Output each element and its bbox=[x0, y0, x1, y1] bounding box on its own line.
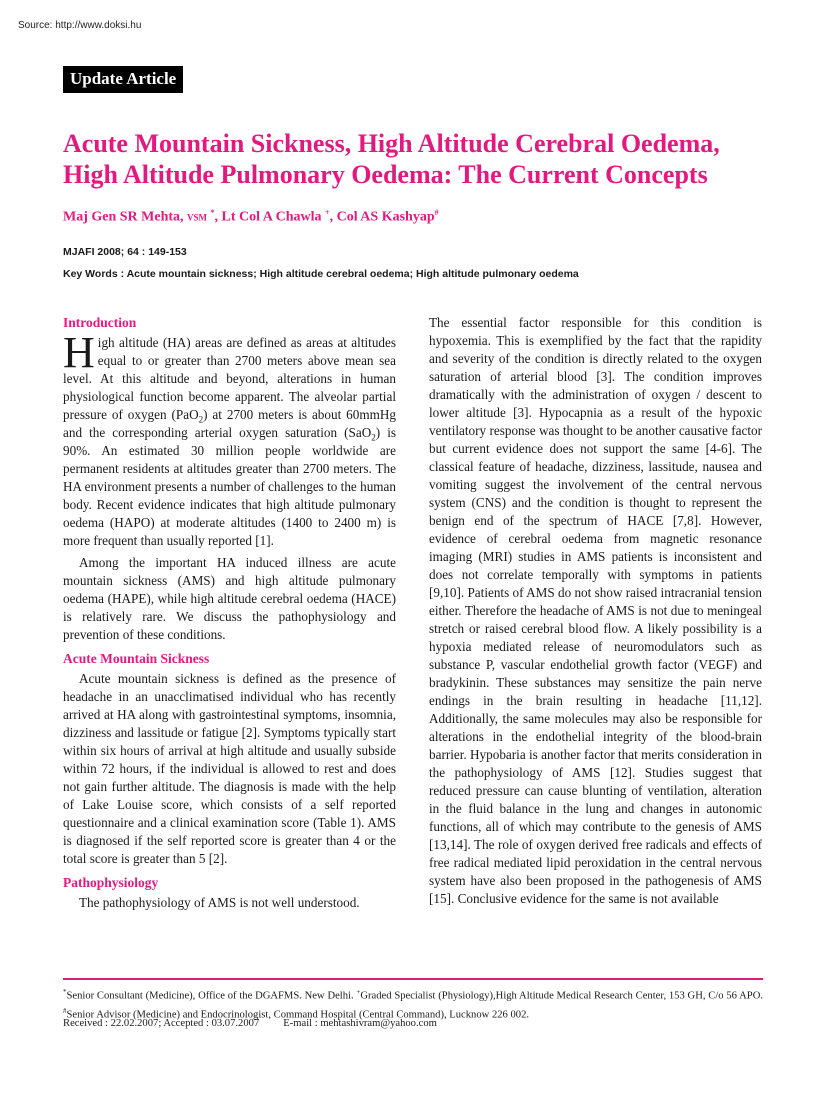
footnote-mark-2: + bbox=[356, 988, 361, 996]
subscript-2: 2 bbox=[371, 432, 376, 443]
footnote-affiliation-1: Senior Consultant (Medicine), Office of the DGAFMS. New Delhi. bbox=[66, 990, 357, 1002]
author-1-honor: VSM bbox=[187, 212, 208, 223]
drop-cap: H bbox=[63, 328, 95, 377]
ams-heading: Acute Mountain Sickness bbox=[63, 651, 210, 666]
author-3-mark: # bbox=[434, 208, 439, 217]
author-3: , Col AS Kashyap bbox=[329, 209, 435, 225]
article-title bbox=[63, 128, 783, 190]
ams-paragraph-1: Acute mountain sickness is defined as the presence of headache in an unacclimatised individual who has recently arrived at HA along with gastrointestinal symptoms, insomnia, dizziness and lassitude or fatigue [2]. Symptoms typically start within six hours of arrival at high altitude and usually subside within 72 hours, if the individual is allowed to rest and does not gain further altitude. The diagnosis is made with the help of Lake Louise score, which consists of a self reported questionnaire and a clinical examination score (Table 1). AMS is diagnosed if the self reported score is greater than 4 or the total score is greater than 5 [2]. bbox=[63, 671, 396, 866]
left-column bbox=[63, 314, 396, 912]
intro-paragraph-2: Among the important HA induced illness are acute mountain sickness (AMS) and high altitude pulmonary oedema (HAPE), while high altitude cerebral oedema (HACE) is relatively rare. We discuss the pathophysiology and prevention of these conditions. bbox=[63, 555, 396, 642]
intro-heading: Introduction bbox=[63, 315, 137, 330]
right-paragraph-1: The essential factor responsible for this condition is hypoxemia. This is exemplified by the fact that the rapidity and severity of the condition is directly related to the oxygen saturation of arterial blood [3]. The condition improves dramatically with the administration of oxygen / descent to lower altitude [3]. Hypocapnia as a result of the hypoxic ventilatory response was thought to be another causative factor but current evidence does not support the same [4-6]. The classical feature of headache, dizziness, lassitude, nausea and vomiting suggest the involvement of the central nervous system (CNS) and the condition is thought to represent the benign end of the spectrum of HACE [7,8]. However, evidence of cerebral oedema from magnetic resonance imaging (MRI) studies in AMS patients is inconsistent and does not correlate temporally with symptoms in patients [9,10]. Patients of AMS do not show raised intracranial tension either. Therefore the headache of AMS is not due to meningeal stretch or raised cerebral blood flow. A likely possibility is a hypoxia mediated release of neuromodulators such as substance P, vascular endothelial growth factor (VEGF) and bradykinin. These substances may sensitize the pain nerve endings in the brain resulting in headache [11,12]. Additionally, the same molecules may also be responsible for alterations in the endothelial integrity of the blood-brain barrier. Hypobaria is another factor that merits consideration in the pathophysiology of AMS [12]. Studies suggest that reduced pressure can cause blunting of ventilation, alteration in the fluid balance in the lung and changes in autonomic functions, all of which may contribute to the genesis of AMS [13,14]. The role of oxygen derived free radicals and effects of free radical mediated lipid peroxidation in the central nervous system have also been proposed in the pathogenesis of AMS [15]. Conclusive evidence for the same is not available bbox=[429, 315, 762, 906]
email-address: E-mail : mehtashivram@yahoo.com bbox=[283, 1018, 437, 1029]
pathophysiology-heading: Pathophysiology bbox=[63, 875, 159, 890]
intro-text-a: igh altitude (HA) areas are defined as areas at altitudes equal to or greater than 2700 meters above mean sea level. At this altitude and beyond, alterations in human physiological function become apparent. The alveolar partial pressure of oxygen (PaO bbox=[63, 335, 396, 422]
keywords: Key Words : Acute mountain sickness; High altitude cerebral oedema; High altitude pulmonary oedema bbox=[63, 268, 579, 280]
source-line: Source: http://www.doksi.hu bbox=[18, 20, 142, 31]
author-2: , Lt Col A Chawla bbox=[214, 209, 322, 225]
author-1: Maj Gen SR Mehta, bbox=[63, 209, 184, 225]
footnote-mark-1: * bbox=[63, 988, 67, 996]
right-column bbox=[429, 314, 762, 908]
footnote-affiliation-3: Senior Advisor (Medicine) and Endocrinologist, Command Hospital (Central Command), Lucknow 226 002. bbox=[66, 1009, 530, 1021]
intro-paragraph-1 bbox=[63, 328, 397, 550]
footnote-divider bbox=[63, 978, 763, 980]
title-line-1: Acute Mountain Sickness, High Altitude Cerebral Oedema, bbox=[63, 129, 720, 158]
author-list bbox=[63, 208, 439, 226]
received-dates: Received : 22.02.2007; Accepted : 03.07.2007 bbox=[63, 1018, 260, 1029]
footnote-mark-3: # bbox=[63, 1006, 67, 1015]
article-type-badge: Update Article bbox=[63, 66, 183, 93]
footnote-affiliation-2: Graded Specialist (Physiology),High Altitude Medical Research Center, 153 GH, C/o 56 APO. bbox=[360, 990, 763, 1002]
received-line bbox=[63, 1018, 437, 1029]
intro-text-c: ) is 90%. An estimated 30 million people worldwide are permanent residents at altitudes greater than 2700 meters. The HA environment presents a number of challenges to the human body. Recent evidence indicates that high altitude pulmonary oedema (HAPO) at moderate altitudes (1400 to 2400 m) is more frequent than usually reported [1]. bbox=[63, 425, 397, 548]
author-2-mark: + bbox=[325, 208, 330, 217]
pathophysiology-paragraph-1: The pathophysiology of AMS is not well understood. bbox=[79, 895, 360, 910]
citation: MJAFI 2008; 64 : 149-153 bbox=[63, 246, 187, 258]
affiliations-footnote bbox=[63, 985, 763, 1022]
title-line-2: High Altitude Pulmonary Oedema: The Current Concepts bbox=[63, 160, 708, 189]
subscript-2: 2 bbox=[198, 414, 204, 425]
author-1-mark: * bbox=[210, 208, 215, 217]
intro-text-b: ) at 2700 meters is about 60mmHg and the corresponding arterial oxygen saturation (SaO bbox=[63, 407, 396, 440]
